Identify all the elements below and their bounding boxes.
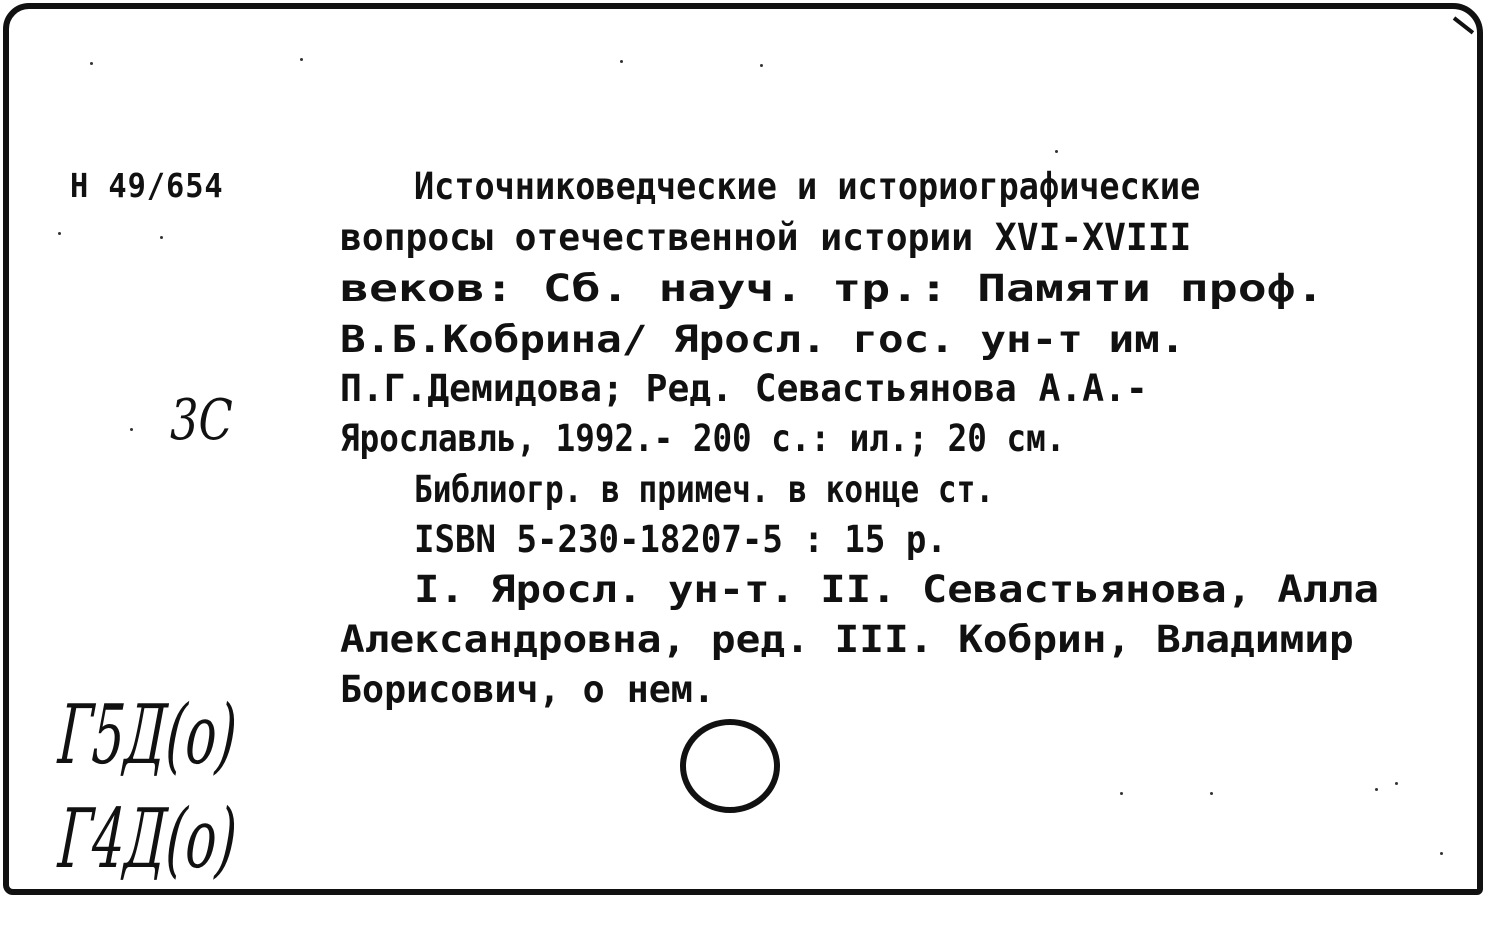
bibliography-note: Библиогр. в примеч. в конце ст. bbox=[414, 468, 995, 511]
tracing-line: I. Яросл. ун-т. II. Севастьянова, Алла bbox=[414, 568, 1379, 611]
description-line: П.Г.Демидова; Ред. Севастьянова А.А.- bbox=[340, 367, 1148, 410]
handwritten-code-1: Г5Д(о) bbox=[55, 688, 240, 783]
handwritten-mark-3c: 3С bbox=[170, 388, 233, 453]
description-line: В.Б.Кобрина/ Яросл. гос. ун-т им. bbox=[340, 318, 1186, 361]
description-line: веков: Сб. науч. тр.: Памяти проф. bbox=[340, 267, 1325, 310]
isbn-price: ISBN 5-230-18207-5 : 15 р. bbox=[414, 518, 947, 561]
handwritten-code-2: Г4Д(о) bbox=[55, 792, 240, 887]
tracing-line: Борисович, о нем. bbox=[340, 668, 715, 711]
description-line: вопросы отечественной истории XVI-XVIII bbox=[340, 216, 1192, 259]
description-line: Источниковедческие и историографические bbox=[414, 165, 1201, 208]
tracing-line: Александровна, ред. III. Кобрин, Владимир bbox=[340, 618, 1354, 661]
call-number: Н 49/654 bbox=[70, 166, 224, 205]
description-line: Ярославль, 1992.- 200 с.: ил.; 20 см. bbox=[340, 417, 1066, 460]
